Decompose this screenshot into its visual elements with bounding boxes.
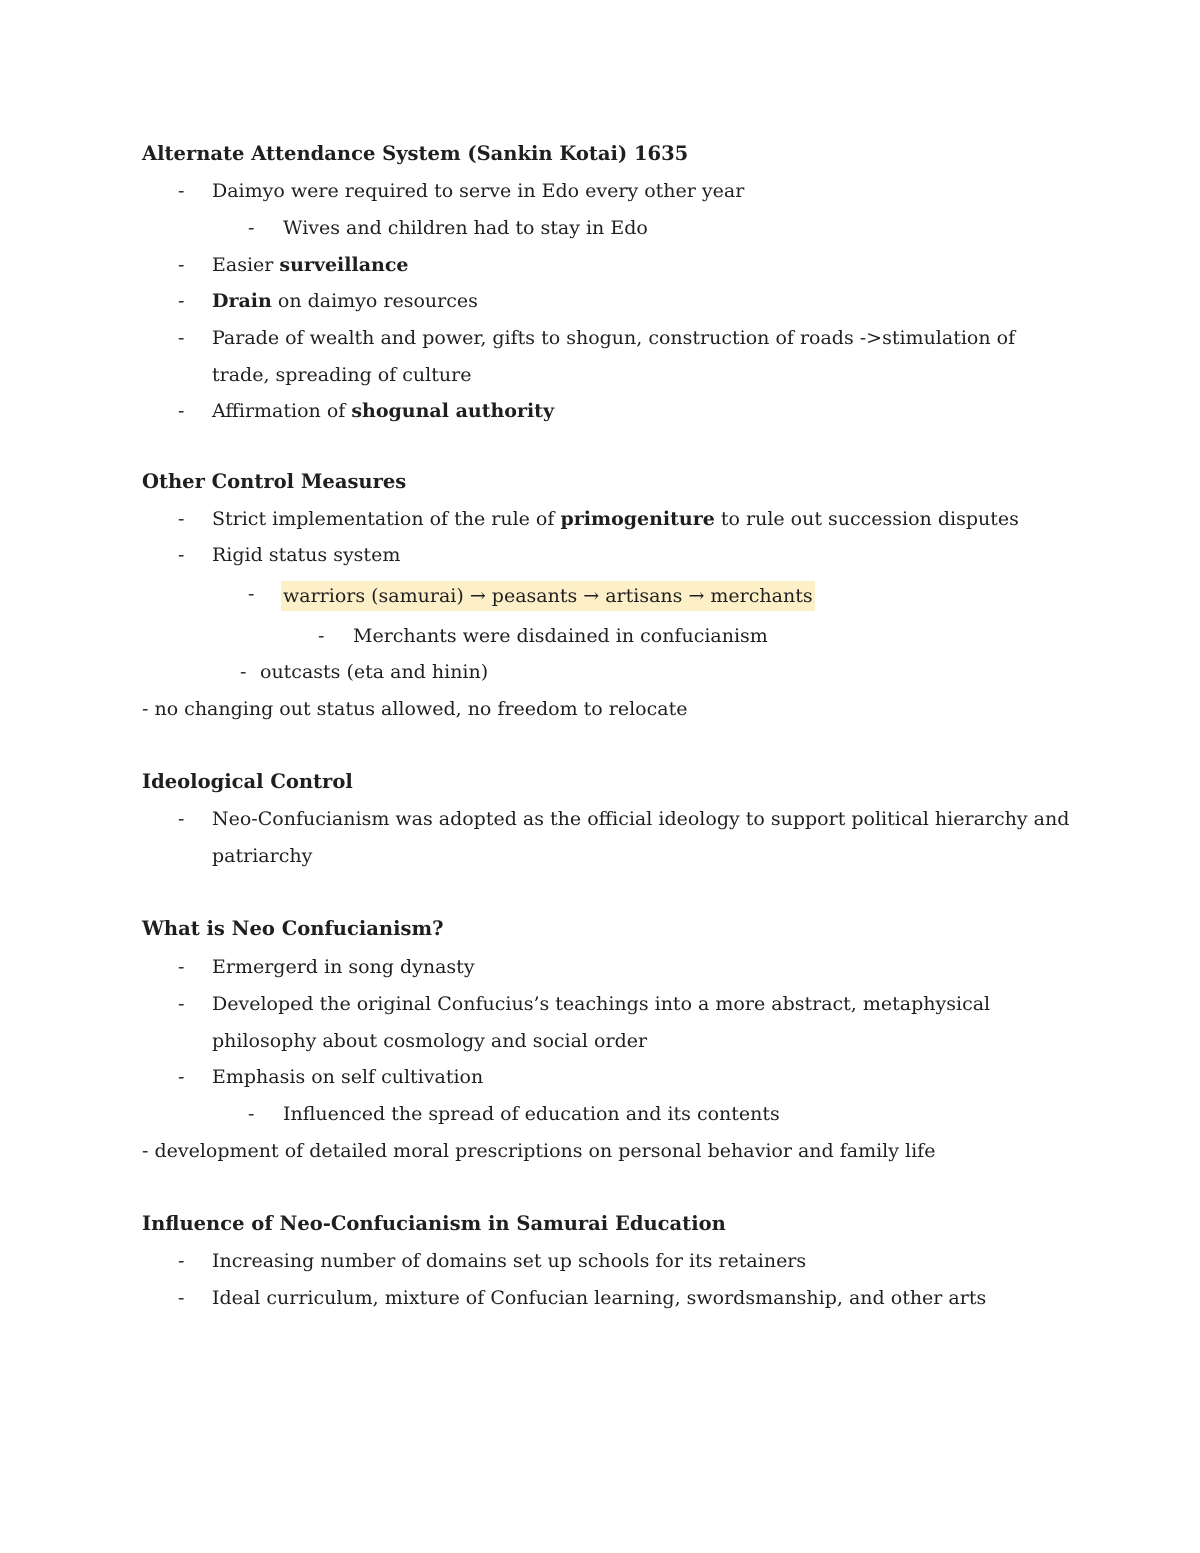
bullet-dash: - [178,544,185,566]
bullet-dash: - [178,1066,185,1088]
status-hierarchy-highlight: warriors (samurai) → peasants → artisans → merchants [281,581,815,611]
bullet-dash: - [178,1250,185,1272]
bullet-dash: - [178,400,185,422]
bullet-dash: - [248,1103,255,1125]
bullet-dash: - [318,625,325,647]
bullet-dash: - [248,217,255,239]
bullet-dash: - [178,254,185,276]
bullet-dash: - [178,993,185,1015]
bullet-dash: - [178,808,185,830]
bullet-dash: - [178,327,185,349]
document-page: Alternate Attendance System (Sankin Kotai) 1635 - Daimyo were required to serve in Edo every other year - Wives and children had to stay in Edo - Easier surveillance - Drain on daimyo resources - Parade of wealth and power, gifts to shogun, construction of roads ->stimulation of trade, spreading of culture - Affirmation of shogunal authority Other Control Measures - Strict implementation of the rule of primogeniture to rule out succession disputes - Rigid status system - warriors (samurai) → peasants → artisans → merchants - Merchants were disdained in confucianism - outcasts (eta and hinin) - no changing out status allowed, no freedom to relocate Ideological Control - Neo-Confucianism was adopted as the official ideology to support political hierarchy and patriarchy What is Neo Confucianism? - Ermergerd in song dynasty - Developed the original Confucius’s teachings into a more abstract, metaphysical philosophy about cosmology and social order - Emphasis on self cultivation - Influenced the spread of education and its contents - development of detailed moral prescriptions on personal behavior and family life Influence of Neo-Confucianism in Samurai Education - Increasing number of domains set up schools for its retainers - Ideal curriculum, mixture of Confucian learning, swordsmanship, and other arts [142,142,1070,1309]
bullet-dash: - [240,661,247,683]
bullet-dash: - [178,508,185,530]
bullet-dash: - [178,180,185,202]
bullet-dash: - [248,583,255,605]
bullet-dash: - [178,1287,185,1309]
bullet-dash: - [178,956,185,978]
bullet-dash: - [178,290,185,312]
